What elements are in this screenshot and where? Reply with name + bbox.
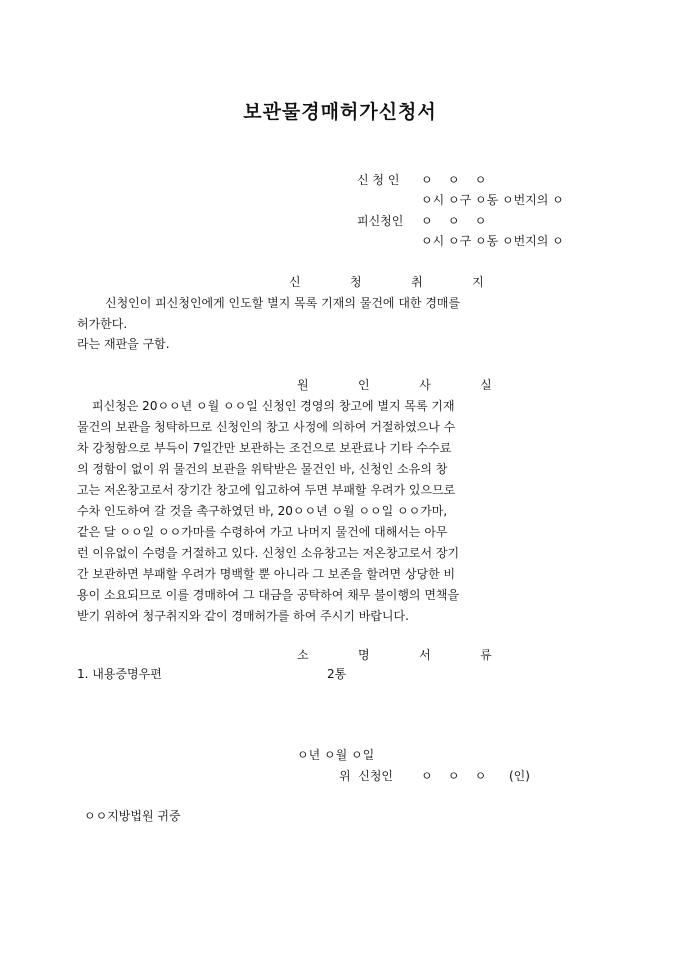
cause-line: 받기 위하여 청구취지와 같이 경매허가를 하여 주시기 바랍니다. <box>77 609 409 623</box>
applicant-label: 신 청 인 <box>357 173 400 187</box>
cause-line: 간 보관하면 부패할 우려가 명백할 뿐 아니라 그 보존을 할려면 상당한 비 <box>77 567 456 581</box>
evidence-item-count: 2통 <box>327 667 347 681</box>
purpose-line: 라는 재판을 구함. <box>77 337 170 351</box>
evidence-heading: 소 명 서 류 <box>297 648 494 662</box>
document-date: ㅇ년 ㅇ월 ㅇ일 <box>297 748 375 762</box>
purpose-line: 신청인이 피신청인에게 인도할 별지 목록 기재의 물건에 대한 경매를 <box>105 296 461 310</box>
cause-line: 용이 소요되므로 이를 경매하여 그 대금을 공탁하여 채무 불이행의 면책을 <box>77 588 460 602</box>
cause-line: 의 정함이 없이 위 물건의 보관을 위탁받은 물건인 바, 신청인 소유의 창 <box>77 462 448 476</box>
cause-line: 런 이유없이 수령을 거절하고 있다. 신청인 소유창고는 저온창고로서 장기 <box>77 546 460 560</box>
cause-line: 고는 저온창고로서 장기간 창고에 입고하여 두면 부패할 우려가 있으므로 <box>77 483 456 497</box>
evidence-item-name: 1. 내용증명우편 <box>77 667 162 681</box>
cause-line: 차 강청함으로 부득이 7일간만 보관하는 조건으로 보관료나 기타 수수료 <box>77 441 452 455</box>
respondent-label: 피신청인 <box>357 214 404 228</box>
purpose-line: 허가한다. <box>77 317 128 331</box>
respondent-address: ㅇ시 ㅇ구 ㅇ동 ㅇ번지의 ㅇ <box>421 234 564 248</box>
cause-line: 수차 인도하여 갈 것을 촉구하였던 바, 20ㅇㅇ년 ㅇ월 ㅇㅇ일 ㅇㅇ가마, <box>77 504 448 518</box>
signature-name: ㅇ ㅇ ㅇ <box>421 769 487 783</box>
respondent-name: ㅇ ㅇ ㅇ <box>421 214 487 228</box>
cause-line: 물건의 보관을 청탁하므로 신청인의 창고 사정에 의하여 거절하였으나 수 <box>77 420 456 434</box>
signature-label: 위 신청인 <box>339 769 393 783</box>
purpose-heading: 신 청 취 지 <box>289 275 486 289</box>
cause-heading: 원 인 사 실 <box>297 378 494 392</box>
seal-mark: (인) <box>509 769 530 783</box>
applicant-name: ㅇ ㅇ ㅇ <box>421 173 487 187</box>
applicant-address: ㅇ시 ㅇ구 ㅇ동 ㅇ번지의 ㅇ <box>421 193 564 207</box>
court-addressee: ㅇㅇ지방법원 귀중 <box>84 809 181 823</box>
document-title: 보관물경매허가신청서 <box>243 101 437 123</box>
cause-line: 피신청은 20ㅇㅇ년 ㅇ월 ㅇㅇ일 신청인 경영의 창고에 별지 목록 기재 <box>92 399 455 413</box>
cause-line: 같은 달 ㅇㅇ일 ㅇㅇ가마를 수령하여 가고 나머지 물건에 대해서는 아무 <box>77 525 448 539</box>
